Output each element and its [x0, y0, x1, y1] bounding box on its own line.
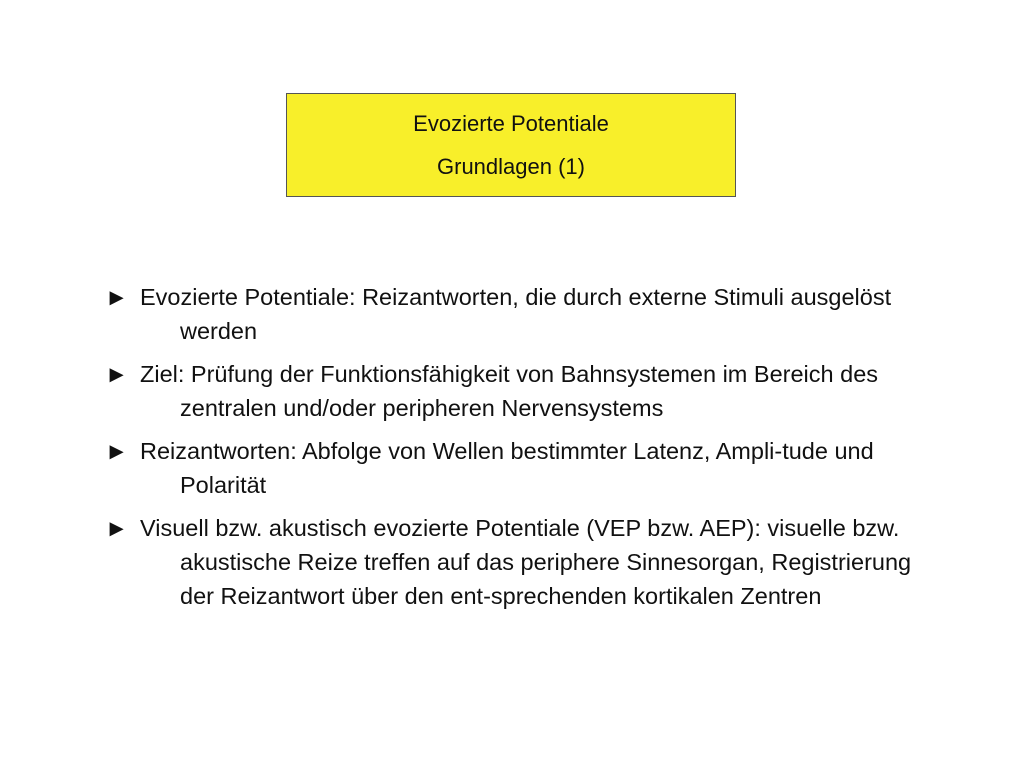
bullet-item-goal [105, 357, 935, 425]
triangle-bullet-icon: ► [105, 438, 129, 464]
bullet-list [105, 280, 935, 622]
bullet-text: Visuell bzw. akustisch evozierte Potentiale (VEP bzw. AEP): visuelle bzw. akustische Reize treffen auf das periphere Sinnesorgan, Registrierung der Reizantwort über den ent-sprechenden kortikalen Zentren [140, 515, 912, 609]
triangle-bullet-icon: ► [105, 515, 129, 541]
bullet-item-responses [105, 434, 935, 502]
bullet-item-definition [105, 280, 935, 348]
bullet-text: Reizantworten: Abfolge von Wellen bestimmter Latenz, Ampli-tude und Polarität [140, 438, 874, 498]
triangle-bullet-icon: ► [105, 361, 129, 387]
slide-subtitle: Grundlagen (1) [437, 154, 585, 179]
slide-title-box [286, 93, 736, 197]
bullet-text: Ziel: Prüfung der Funktionsfähigkeit von Bahnsystemen im Bereich des zentralen und/oder peripheren Nervensystems [140, 361, 879, 421]
slide-title: Evozierte Potentiale [413, 111, 609, 136]
bullet-item-vep-aep [105, 511, 935, 613]
triangle-bullet-icon: ► [105, 284, 129, 310]
bullet-text: Evozierte Potentiale: Reizantworten, die durch externe Stimuli ausgelöst werden [140, 284, 892, 344]
